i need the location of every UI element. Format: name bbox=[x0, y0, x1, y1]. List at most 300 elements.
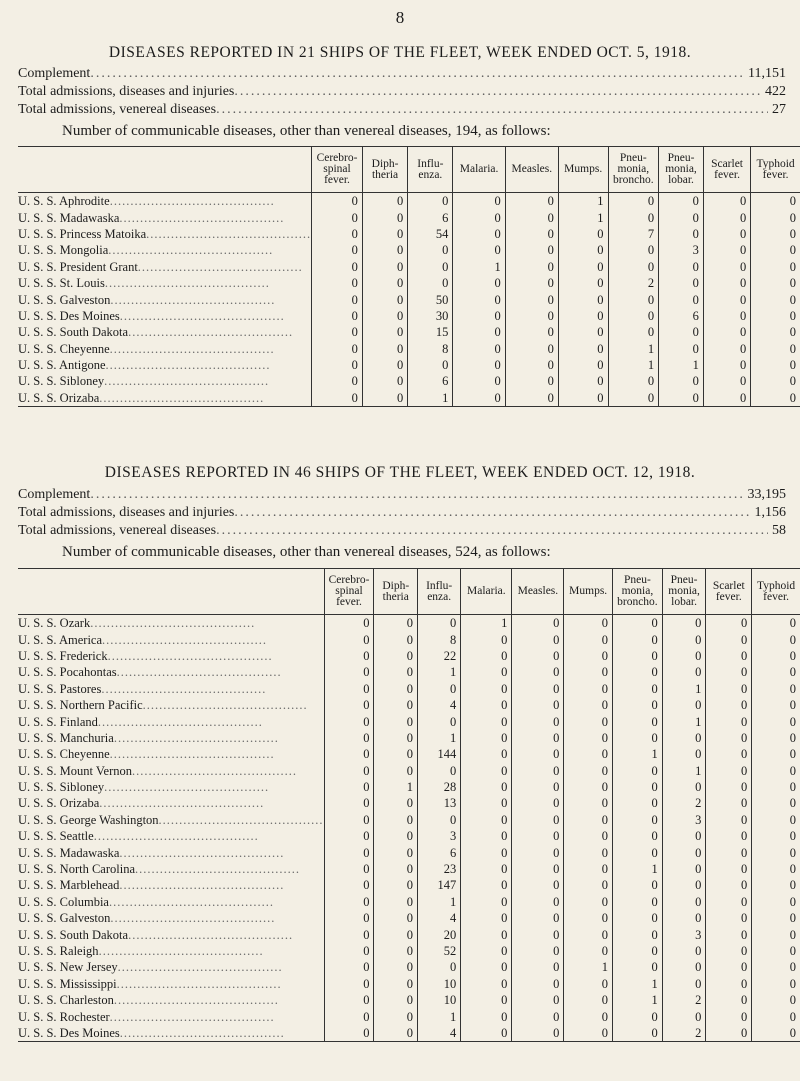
table-cell: 3 bbox=[418, 828, 461, 844]
table-cell: 0 bbox=[324, 615, 374, 632]
table-cell: 2 bbox=[662, 992, 706, 1008]
table-cell: 0 bbox=[374, 828, 418, 844]
table-cell: 0 bbox=[564, 681, 613, 697]
ship-name: U. S. S. Des Moines bbox=[18, 1025, 120, 1040]
section-1-title: DISEASES REPORTED IN 21 SHIPS OF THE FLEET, WEEK ENDED OCT. 5, 1918. bbox=[108, 44, 692, 61]
table-cell: 0 bbox=[752, 943, 800, 959]
table-cell: 30 bbox=[408, 308, 453, 324]
table-cell: 0 bbox=[324, 664, 374, 680]
table-cell: 0 bbox=[512, 681, 564, 697]
table-row: U. S. S. Sibloney........................................ 0 1 28 0 0 0 0 0 0 0 bbox=[18, 779, 800, 795]
table-cell: 3 bbox=[662, 926, 706, 942]
table-cell: 0 bbox=[461, 648, 512, 664]
table-cell: 0 bbox=[751, 259, 800, 275]
table-cell: 0 bbox=[418, 812, 461, 828]
summary-value: 422 bbox=[765, 84, 786, 99]
table-cell: 0 bbox=[512, 844, 564, 860]
column-header: Typhoid fever. bbox=[751, 147, 800, 193]
table-row: U. S. S. Madawaska........................................ 0 0 6 0 0 1 0 0 0 0 bbox=[18, 209, 800, 225]
ship-name: U. S. S. Frederick bbox=[18, 648, 108, 663]
table-cell: 0 bbox=[512, 763, 564, 779]
table-cell: 0 bbox=[512, 713, 564, 729]
table-row: U. S. S. Antigone........................................ 0 0 0 0 0 0 1 1 0 0 bbox=[18, 357, 800, 373]
table-cell: 0 bbox=[564, 812, 613, 828]
table-cell: 0 bbox=[613, 631, 663, 647]
table-cell: 0 bbox=[512, 828, 564, 844]
table-row: U. S. S. North Carolina........................................ 0 0 23 0 0 0 1 0 0 0 bbox=[18, 861, 800, 877]
table-cell: 0 bbox=[706, 812, 752, 828]
table-cell: 28 bbox=[418, 779, 461, 795]
table-cell: 0 bbox=[374, 992, 418, 1008]
table-cell: 0 bbox=[461, 631, 512, 647]
table-cell: 1 bbox=[408, 390, 453, 407]
column-header: Diph-theria bbox=[374, 569, 418, 615]
section-1-disease-table bbox=[18, 146, 800, 407]
table-cell: 0 bbox=[505, 291, 558, 307]
summary-label: Complement bbox=[18, 487, 91, 502]
ship-name: U. S. S. New Jersey bbox=[18, 960, 118, 975]
table-cell: 0 bbox=[324, 976, 374, 992]
table-cell: 0 bbox=[564, 763, 613, 779]
table-cell: 0 bbox=[362, 324, 407, 340]
table-cell: 0 bbox=[751, 275, 800, 291]
table-cell: 0 bbox=[662, 779, 706, 795]
table-row: U. S. S. South Dakota........................................ 0 0 20 0 0 0 0 3 0 0 bbox=[18, 926, 800, 942]
table-row: U. S. S. Aphrodite........................................ 0 0 0 0 0 1 0 0 0 0 bbox=[18, 193, 800, 210]
ship-name: U. S. S. Pocahontas bbox=[18, 665, 117, 680]
table-cell: 50 bbox=[408, 291, 453, 307]
table-cell: 0 bbox=[564, 910, 613, 926]
table-cell: 0 bbox=[564, 1008, 613, 1024]
table-cell: 0 bbox=[706, 877, 752, 893]
table-row: U. S. S. Princess Matoika........................................ 0 0 54 0 0 0 7 0 0 0 bbox=[18, 226, 800, 242]
table-cell: 52 bbox=[418, 943, 461, 959]
table-row: U. S. S. Cheyenne........................................ 0 0 8 0 0 0 1 0 0 0 bbox=[18, 341, 800, 357]
table-cell: 144 bbox=[418, 746, 461, 762]
table-row: U. S. S. Madawaska........................................ 0 0 6 0 0 0 0 0 0 0 bbox=[18, 844, 800, 860]
table-cell: 0 bbox=[324, 812, 374, 828]
table-cell: 0 bbox=[752, 795, 800, 811]
table-row: U. S. S. Frederick........................................ 0 0 22 0 0 0 0 0 0 0 bbox=[18, 648, 800, 664]
table-cell: 0 bbox=[706, 910, 752, 926]
table-cell: 0 bbox=[613, 943, 663, 959]
column-header: Malaria. bbox=[453, 147, 505, 193]
table-row: U. S. S. Des Moines........................................ 0 0 30 0 0 0 0 6 0 0 bbox=[18, 308, 800, 324]
table-cell: 0 bbox=[461, 959, 512, 975]
table-cell: 0 bbox=[374, 681, 418, 697]
table-cell: 0 bbox=[324, 631, 374, 647]
table-cell: 0 bbox=[461, 844, 512, 860]
table-cell: 0 bbox=[751, 291, 800, 307]
section-2-title: DISEASES REPORTED IN 46 SHIPS OF THE FLEET, WEEK ENDED OCT. 12, 1918. bbox=[104, 464, 696, 481]
table-cell: 0 bbox=[662, 697, 706, 713]
table-cell: 0 bbox=[505, 193, 558, 210]
table-cell: 0 bbox=[706, 631, 752, 647]
table-cell: 0 bbox=[752, 681, 800, 697]
table-cell: 0 bbox=[703, 291, 750, 307]
table-cell: 0 bbox=[613, 648, 663, 664]
summary-label: Total admissions, venereal diseases bbox=[18, 102, 217, 117]
table-cell: 0 bbox=[461, 1025, 512, 1042]
table-cell: 0 bbox=[752, 746, 800, 762]
table-cell: 0 bbox=[706, 615, 752, 632]
table-cell: 0 bbox=[362, 275, 407, 291]
ship-name: U. S. S. Madawaska bbox=[18, 210, 120, 225]
table-cell: 0 bbox=[461, 926, 512, 942]
table-cell: 0 bbox=[558, 390, 608, 407]
table-cell: 0 bbox=[512, 877, 564, 893]
table-cell: 7 bbox=[608, 226, 659, 242]
table-cell: 0 bbox=[374, 631, 418, 647]
table-cell: 2 bbox=[662, 795, 706, 811]
table-cell: 0 bbox=[324, 795, 374, 811]
table-cell: 10 bbox=[418, 992, 461, 1008]
table-cell: 13 bbox=[418, 795, 461, 811]
table-cell: 0 bbox=[703, 259, 750, 275]
table-cell: 0 bbox=[558, 324, 608, 340]
table-cell: 0 bbox=[659, 324, 704, 340]
table-cell: 0 bbox=[662, 648, 706, 664]
table-cell: 0 bbox=[706, 779, 752, 795]
column-header: Scarlet fever. bbox=[703, 147, 750, 193]
table-cell: 0 bbox=[662, 844, 706, 860]
table-cell: 0 bbox=[505, 275, 558, 291]
table-cell: 0 bbox=[706, 730, 752, 746]
table-cell: 0 bbox=[659, 275, 704, 291]
table-cell: 0 bbox=[662, 943, 706, 959]
summary-line bbox=[18, 521, 786, 539]
summary-label: Total admissions, diseases and injuries bbox=[18, 505, 235, 520]
table-cell: 0 bbox=[564, 861, 613, 877]
table-cell: 0 bbox=[564, 746, 613, 762]
table-cell: 0 bbox=[324, 992, 374, 1008]
ship-name: U. S. S. Ozark bbox=[18, 616, 91, 631]
table-cell: 1 bbox=[613, 992, 663, 1008]
ship-name: U. S. S. Cheyenne bbox=[18, 341, 110, 356]
table-cell: 0 bbox=[706, 861, 752, 877]
table-cell: 0 bbox=[453, 357, 505, 373]
table-cell: 0 bbox=[608, 259, 659, 275]
table-cell: 0 bbox=[613, 926, 663, 942]
table-cell: 1 bbox=[558, 193, 608, 210]
summary-value: 58 bbox=[772, 523, 786, 538]
table-cell: 0 bbox=[564, 615, 613, 632]
table-cell: 0 bbox=[706, 795, 752, 811]
table-cell: 0 bbox=[659, 373, 704, 389]
table-cell: 0 bbox=[374, 976, 418, 992]
table-row: U. S. S. President Grant........................................ 0 0 0 1 0 0 0 0 0 0 bbox=[18, 259, 800, 275]
ship-name: U. S. S. Orizaba bbox=[18, 796, 100, 811]
table-cell: 0 bbox=[752, 779, 800, 795]
table-cell: 0 bbox=[362, 242, 407, 258]
ship-name: U. S. S. Galveston bbox=[18, 292, 111, 307]
ship-name: U. S. S. South Dakota bbox=[18, 927, 129, 942]
table-cell: 0 bbox=[564, 730, 613, 746]
table-cell: 0 bbox=[512, 1008, 564, 1024]
table-cell: 0 bbox=[505, 373, 558, 389]
table-cell: 10 bbox=[418, 976, 461, 992]
table-cell: 0 bbox=[662, 631, 706, 647]
table-cell: 0 bbox=[374, 1008, 418, 1024]
table-cell: 0 bbox=[461, 910, 512, 926]
table-row: U. S. S. Raleigh........................................ 0 0 52 0 0 0 0 0 0 0 bbox=[18, 943, 800, 959]
table-cell: 0 bbox=[374, 1025, 418, 1042]
table-cell: 0 bbox=[374, 844, 418, 860]
table-cell: 0 bbox=[505, 308, 558, 324]
table-cell: 0 bbox=[374, 648, 418, 664]
table-cell: 0 bbox=[453, 193, 505, 210]
ship-name: U. S. S. George Washington bbox=[18, 812, 159, 827]
ship-name: U. S. S. Raleigh bbox=[18, 944, 99, 958]
table-cell: 0 bbox=[558, 259, 608, 275]
table-cell: 0 bbox=[461, 828, 512, 844]
table-cell: 0 bbox=[564, 1025, 613, 1042]
table-cell: 0 bbox=[453, 291, 505, 307]
table-cell: 1 bbox=[418, 894, 461, 910]
table-cell: 0 bbox=[751, 308, 800, 324]
ship-name: U. S. S. Antigone bbox=[18, 358, 106, 373]
table-cell: 0 bbox=[752, 664, 800, 680]
table-cell: 0 bbox=[408, 193, 453, 210]
table-cell: 0 bbox=[374, 926, 418, 942]
table-cell: 0 bbox=[752, 861, 800, 877]
table-cell: 0 bbox=[706, 976, 752, 992]
table-cell: 0 bbox=[461, 861, 512, 877]
table-cell: 0 bbox=[706, 943, 752, 959]
table-cell: 0 bbox=[706, 681, 752, 697]
ship-name: U. S. S. St. Louis bbox=[18, 276, 105, 291]
table-cell: 0 bbox=[453, 275, 505, 291]
table-cell: 1 bbox=[613, 746, 663, 762]
section-2-subheading: Number of communicable diseases, other than venereal diseases, 524, as follows: bbox=[62, 544, 551, 560]
table-cell: 0 bbox=[512, 812, 564, 828]
table-cell: 0 bbox=[324, 894, 374, 910]
table-cell: 0 bbox=[752, 1025, 800, 1042]
table-cell: 0 bbox=[564, 697, 613, 713]
table-cell: 0 bbox=[453, 209, 505, 225]
table-cell: 0 bbox=[564, 894, 613, 910]
table-cell: 0 bbox=[706, 763, 752, 779]
table-cell: 0 bbox=[362, 357, 407, 373]
table-cell: 0 bbox=[608, 390, 659, 407]
table-cell: 0 bbox=[512, 746, 564, 762]
table-cell: 3 bbox=[662, 812, 706, 828]
table-cell: 0 bbox=[324, 1025, 374, 1042]
table-cell: 0 bbox=[324, 648, 374, 664]
table-cell: 0 bbox=[461, 992, 512, 1008]
table-cell: 0 bbox=[659, 193, 704, 210]
table-cell: 0 bbox=[312, 209, 363, 225]
table-cell: 0 bbox=[362, 193, 407, 210]
table-cell: 0 bbox=[312, 357, 363, 373]
summary-line bbox=[18, 485, 786, 503]
ship-name: U. S. S. Columbia bbox=[18, 894, 109, 909]
table-cell: 0 bbox=[324, 779, 374, 795]
table-cell: 0 bbox=[662, 877, 706, 893]
table-cell: 147 bbox=[418, 877, 461, 893]
table-cell: 0 bbox=[752, 697, 800, 713]
table-cell: 4 bbox=[418, 910, 461, 926]
table-cell: 0 bbox=[312, 308, 363, 324]
table-cell: 0 bbox=[512, 631, 564, 647]
table-cell: 0 bbox=[418, 763, 461, 779]
table-cell: 0 bbox=[312, 226, 363, 242]
table-cell: 0 bbox=[505, 390, 558, 407]
column-header: Influ-enza. bbox=[418, 569, 461, 615]
ship-name: U. S. S. Manchuria bbox=[18, 730, 114, 745]
table-cell: 0 bbox=[662, 910, 706, 926]
table-cell: 0 bbox=[374, 812, 418, 828]
table-cell: 0 bbox=[662, 861, 706, 877]
table-cell: 0 bbox=[408, 259, 453, 275]
table-cell: 0 bbox=[564, 844, 613, 860]
table-cell: 0 bbox=[512, 648, 564, 664]
summary-line bbox=[18, 82, 786, 100]
table-cell: 0 bbox=[706, 713, 752, 729]
table-cell: 0 bbox=[613, 828, 663, 844]
table-cell: 0 bbox=[659, 226, 704, 242]
table-cell: 0 bbox=[362, 259, 407, 275]
table-cell: 0 bbox=[706, 844, 752, 860]
table-cell: 1 bbox=[558, 209, 608, 225]
ship-name: U. S. S. Madawaska bbox=[18, 845, 120, 860]
ship-name: U. S. S. Des Moines bbox=[18, 308, 120, 323]
table-cell: 0 bbox=[505, 209, 558, 225]
table-row: U. S. S. Mongolia........................................ 0 0 0 0 0 0 0 3 0 0 bbox=[18, 242, 800, 258]
table-cell: 0 bbox=[752, 1008, 800, 1024]
table-cell: 8 bbox=[408, 341, 453, 357]
table-cell: 0 bbox=[324, 926, 374, 942]
table-cell: 0 bbox=[324, 943, 374, 959]
table-cell: 0 bbox=[659, 341, 704, 357]
table-cell: 0 bbox=[662, 615, 706, 632]
table-cell: 0 bbox=[564, 992, 613, 1008]
table-cell: 0 bbox=[608, 308, 659, 324]
column-header: Diph-theria bbox=[362, 147, 407, 193]
table-cell: 0 bbox=[418, 713, 461, 729]
table-cell: 0 bbox=[659, 291, 704, 307]
table-cell: 0 bbox=[751, 193, 800, 210]
table-cell: 0 bbox=[362, 209, 407, 225]
table-cell: 0 bbox=[558, 308, 608, 324]
table-cell: 0 bbox=[662, 730, 706, 746]
table-cell: 0 bbox=[312, 324, 363, 340]
ship-name: U. S. S. Northern Pacific bbox=[18, 698, 143, 713]
table-cell: 0 bbox=[374, 877, 418, 893]
table-cell: 0 bbox=[752, 894, 800, 910]
column-header: Pneu-monia, lobar. bbox=[659, 147, 704, 193]
table-cell: 0 bbox=[408, 275, 453, 291]
table-cell: 0 bbox=[752, 812, 800, 828]
table-cell: 0 bbox=[706, 648, 752, 664]
column-header: Malaria. bbox=[461, 569, 512, 615]
table-cell: 0 bbox=[374, 910, 418, 926]
table-cell: 2 bbox=[608, 275, 659, 291]
table-cell: 0 bbox=[461, 664, 512, 680]
table-cell: 1 bbox=[608, 341, 659, 357]
table-cell: 0 bbox=[613, 795, 663, 811]
table-cell: 0 bbox=[512, 697, 564, 713]
table-cell: 0 bbox=[324, 910, 374, 926]
table-cell: 0 bbox=[752, 877, 800, 893]
table-row: U. S. S. Ozark........................................ 0 0 0 1 0 0 0 0 0 0 bbox=[18, 615, 800, 632]
ship-name: U. S. S. Mongolia bbox=[18, 243, 109, 258]
column-header: Scarlet fever. bbox=[706, 569, 752, 615]
table-cell: 0 bbox=[613, 1008, 663, 1024]
table-cell: 6 bbox=[408, 373, 453, 389]
table-cell: 0 bbox=[418, 959, 461, 975]
table-cell: 0 bbox=[512, 1025, 564, 1042]
table-cell: 0 bbox=[558, 373, 608, 389]
table-cell: 0 bbox=[512, 730, 564, 746]
table-cell: 0 bbox=[512, 926, 564, 942]
table-cell: 0 bbox=[752, 992, 800, 1008]
table-cell: 0 bbox=[613, 844, 663, 860]
table-cell: 0 bbox=[324, 713, 374, 729]
table-cell: 0 bbox=[703, 390, 750, 407]
table-cell: 0 bbox=[461, 681, 512, 697]
table-cell: 0 bbox=[564, 926, 613, 942]
table-cell: 0 bbox=[461, 697, 512, 713]
ship-name: U. S. S. Sibloney bbox=[18, 780, 105, 795]
table-cell: 1 bbox=[662, 763, 706, 779]
ship-name: U. S. S. Cheyenne bbox=[18, 747, 110, 762]
table-cell: 0 bbox=[461, 1008, 512, 1024]
summary-line bbox=[18, 100, 786, 118]
table-cell: 0 bbox=[613, 959, 663, 975]
table-cell: 0 bbox=[613, 1025, 663, 1042]
table-row: U. S. S. Sibloney........................................ 0 0 6 0 0 0 0 0 0 0 bbox=[18, 373, 800, 389]
table-cell: 0 bbox=[706, 926, 752, 942]
table-cell: 0 bbox=[312, 242, 363, 258]
table-cell: 0 bbox=[752, 648, 800, 664]
table-cell: 0 bbox=[312, 341, 363, 357]
ship-name: U. S. S. Aphrodite bbox=[18, 194, 110, 209]
table-cell: 0 bbox=[706, 894, 752, 910]
table-cell: 0 bbox=[453, 390, 505, 407]
table-cell: 1 bbox=[659, 357, 704, 373]
table-cell: 1 bbox=[662, 681, 706, 697]
table-cell: 0 bbox=[558, 275, 608, 291]
column-header: Cerebro-spinal fever. bbox=[324, 569, 374, 615]
table-cell: 22 bbox=[418, 648, 461, 664]
table-cell: 0 bbox=[703, 209, 750, 225]
table-cell: 0 bbox=[453, 242, 505, 258]
table-cell: 0 bbox=[461, 812, 512, 828]
table-cell: 0 bbox=[662, 894, 706, 910]
summary-value: 1,156 bbox=[754, 505, 786, 520]
table-cell: 0 bbox=[564, 713, 613, 729]
table-cell: 0 bbox=[312, 275, 363, 291]
table-cell: 3 bbox=[659, 242, 704, 258]
summary-value: 27 bbox=[772, 102, 786, 117]
table-cell: 0 bbox=[703, 341, 750, 357]
table-cell: 0 bbox=[512, 992, 564, 1008]
table-cell: 0 bbox=[613, 812, 663, 828]
summary-value: 11,151 bbox=[748, 66, 786, 81]
table-cell: 0 bbox=[751, 373, 800, 389]
table-cell: 0 bbox=[703, 275, 750, 291]
table-cell: 0 bbox=[312, 373, 363, 389]
ship-name: U. S. S. America bbox=[18, 632, 103, 647]
table-cell: 0 bbox=[662, 959, 706, 975]
table-cell: 0 bbox=[613, 713, 663, 729]
table-cell: 15 bbox=[408, 324, 453, 340]
table-cell: 0 bbox=[613, 697, 663, 713]
column-header: Measles. bbox=[512, 569, 564, 615]
table-cell: 0 bbox=[512, 910, 564, 926]
table-cell: 1 bbox=[453, 259, 505, 275]
